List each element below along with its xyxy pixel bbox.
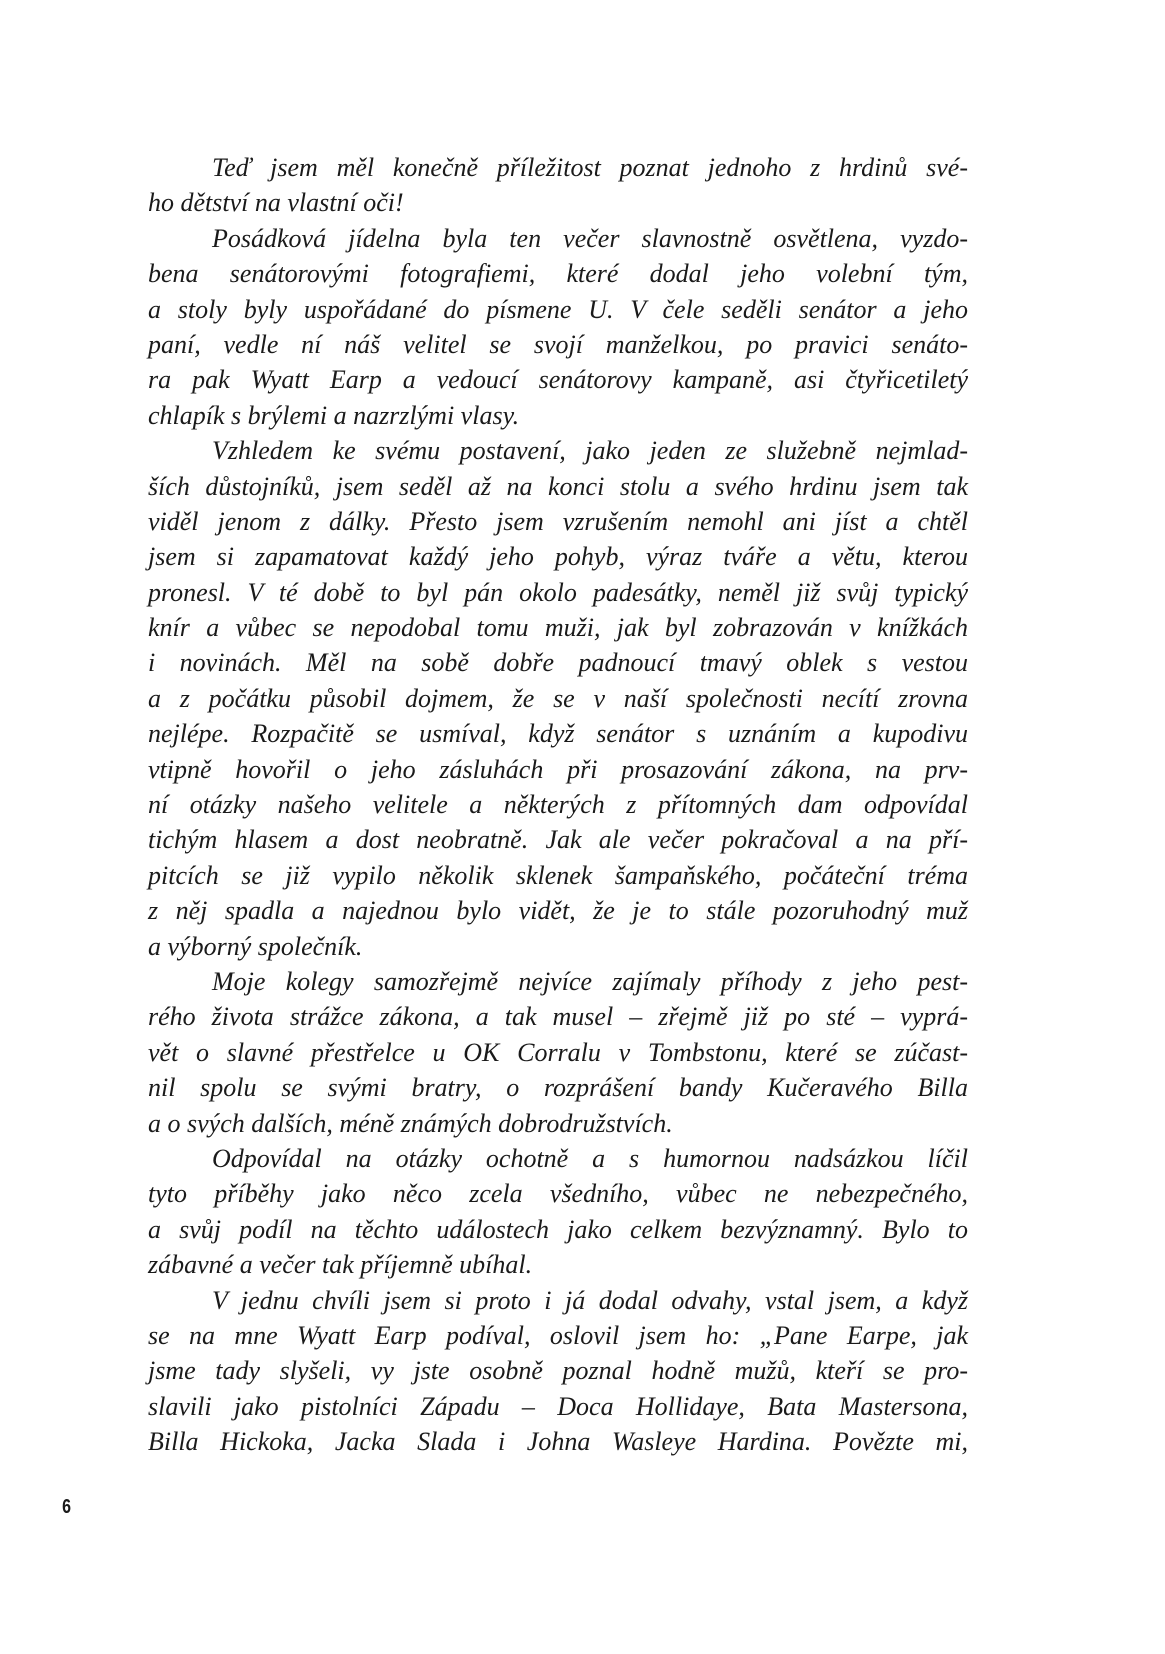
page-number: 6 [62, 1496, 72, 1518]
text-line: knír a vůbec se nepodobal tomu muži, jak byl zobrazován v knížkách [148, 613, 968, 643]
text-line: vtipně hovořil o jeho zásluhách při prosazování zákona, na prv- [148, 754, 968, 784]
text-line: ra pak Wyatt Earp a vedoucí senátorovy kampaně, asi čtyřicetiletý [148, 365, 968, 395]
text-line: tyto příběhy jako něco zcela všedního, vůbec ne nebezpečného, [148, 1179, 968, 1209]
text-line: a svůj podíl na těchto událostech jako celkem bezvýznamný. Bylo to [148, 1214, 968, 1244]
text-line: chlapík s brýlemi a nazrzlými vlasy. [148, 400, 520, 430]
text-line: V jednu chvíli jsem si proto i já dodal odvahy, vstal jsem, a když [212, 1285, 968, 1315]
body-text [148, 150, 968, 1459]
text-line: jsme tady slyšeli, vy jste osobně poznal hodně mužů, kteří se pro- [148, 1356, 968, 1386]
text-line: a o svých dalších, méně známých dobrodružstvích. [148, 1108, 673, 1138]
text-line: Billa Hickoka, Jacka Slada i Johna Wasleye Hardina. Povězte mi, [148, 1427, 968, 1457]
text-line: ní otázky našeho velitele a některých z přítomných dam odpovídal [148, 790, 968, 820]
text-line: pronesl. V té době to byl pán okolo padesátky, neměl již svůj typický [148, 577, 968, 607]
text-line: i novinách. Měl na sobě dobře padnoucí tmavý oblek s vestou [148, 648, 968, 678]
text-line: vět o slavné přestřelce u OK Corralu v Tombstonu, které se zúčast- [148, 1037, 968, 1067]
text-line: paní, vedle ní náš velitel se svojí manželkou, po pravici senáto- [148, 329, 968, 359]
text-line: jsem si zapamatovat každý jeho pohyb, výraz tváře a větu, kterou [148, 542, 968, 572]
text-line: a výborný společník. [148, 931, 363, 961]
text-line: viděl jenom z dálky. Přesto jsem vzrušením nemohl ani jíst a chtěl [148, 506, 968, 536]
paragraph [148, 1283, 968, 1460]
text-line: a z počátku působil dojmem, že se v naší společnosti necítí zrovna [148, 683, 968, 713]
text-line: nil spolu se svými bratry, o rozprášení bandy Kučeravého Billa [148, 1073, 968, 1103]
paragraph [148, 433, 968, 964]
text-line: Teď jsem měl konečně příležitost poznat jednoho z hrdinů své- [212, 153, 968, 182]
text-line: se na mne Wyatt Earp podíval, oslovil jsem ho: „Pane Earpe, jak [148, 1320, 968, 1350]
text-line: rého života strážce zákona, a tak musel – zřejmě již po sté – vyprá- [148, 1002, 968, 1032]
paragraph [148, 150, 968, 221]
text-line: ho dětství na vlastní oči! [148, 188, 404, 218]
text-line: zábavné a večer tak příjemně ubíhal. [148, 1250, 533, 1280]
text-line: z něj spadla a najednou bylo vidět, že je to stále pozoruhodný muž [148, 896, 968, 926]
text-line: Odpovídal na otázky ochotně a s humornou nadsázkou líčil [212, 1143, 968, 1173]
paragraph [148, 964, 968, 1141]
text-line: Moje kolegy samozřejmě nejvíce zajímaly příhody z jeho pest- [212, 966, 968, 996]
text-line: a stoly byly uspořádané do písmene U. V čele seděli senátor a jeho [148, 294, 968, 324]
text-line: Posádková jídelna byla ten večer slavnostně osvětlena, vyzdo- [212, 223, 968, 253]
text-line: tichým hlasem a dost neobratně. Jak ale večer pokračoval a na pří- [148, 825, 968, 855]
text-line: nejlépe. Rozpačitě se usmíval, když senátor s uznáním a kupodivu [148, 719, 968, 749]
text-line: pitcích se již vypilo několik sklenek šampaňského, počáteční tréma [148, 860, 968, 890]
text-line: slavili jako pistolníci Západu – Doca Hollidaye, Bata Mastersona, [148, 1391, 968, 1421]
paragraph [148, 221, 968, 433]
text-line: Vzhledem ke svému postavení, jako jeden ze služebně nejmlad- [212, 436, 968, 466]
paragraph [148, 1141, 968, 1283]
text-line: ších důstojníků, jsem seděl až na konci stolu a svého hrdinu jsem tak [148, 471, 968, 501]
text-line: bena senátorovými fotografiemi, které dodal jeho volební tým, [148, 259, 968, 289]
